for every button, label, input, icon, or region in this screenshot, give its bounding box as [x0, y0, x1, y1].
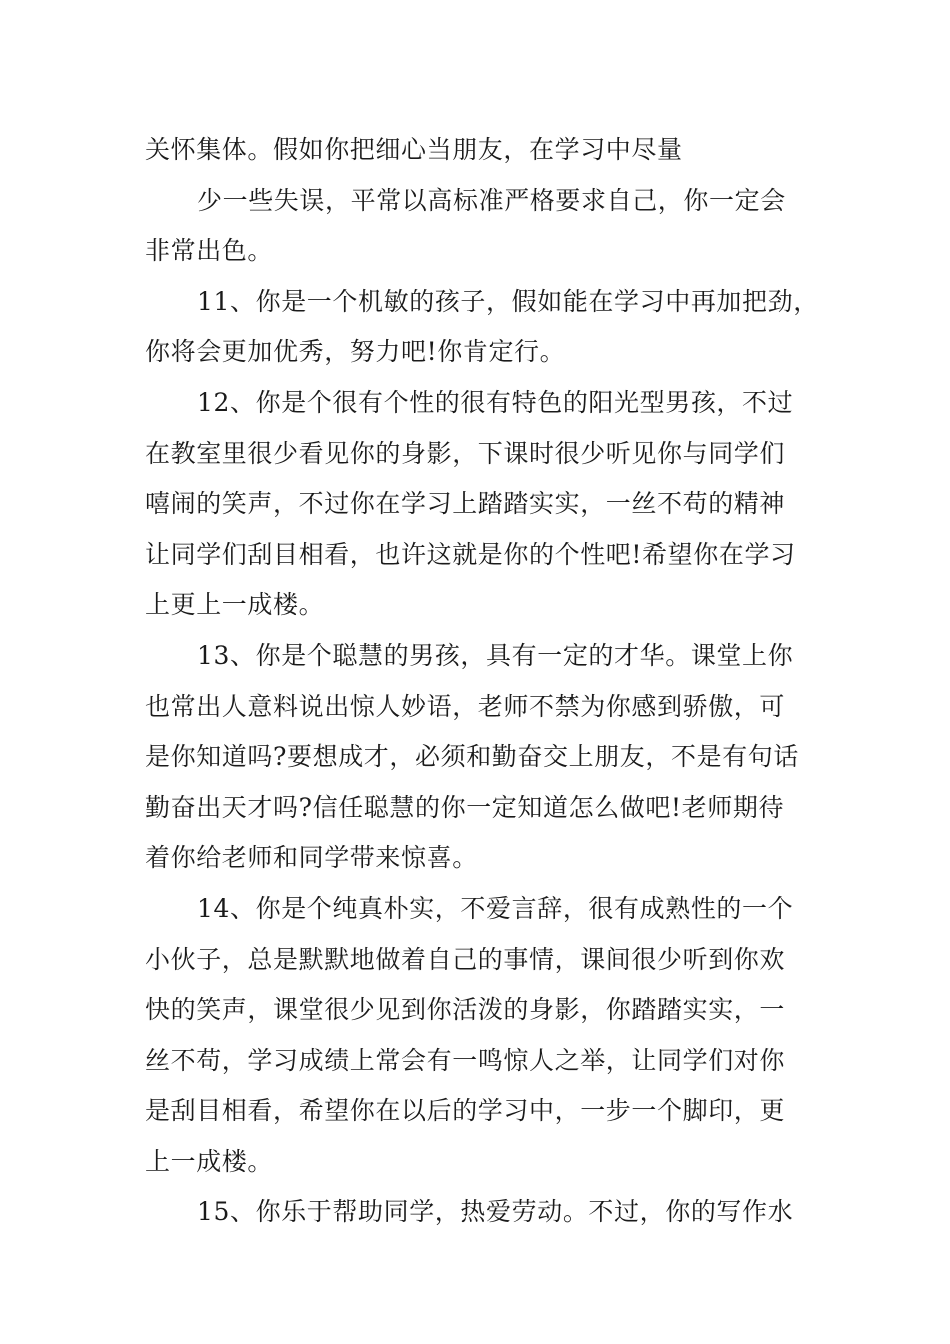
text-line: 丝不苟，学习成绩上常会有一鸣惊人之举，让同学们对你 — [145, 1045, 786, 1075]
text-line: 11、你是一个机敏的孩子，假如能在学习中再加把劲， — [197, 286, 819, 316]
text-line: 也常出人意料说出惊人妙语，老师不禁为你感到骄傲，可 — [145, 691, 786, 721]
text-line: 快的笑声，课堂很少见到你活泼的身影，你踏踏实实，一 — [145, 995, 786, 1025]
text-line: 着你给老师和同学带来惊喜。 — [145, 843, 478, 873]
text-line: 让同学们刮目相看，也许这就是你的个性吧!希望你在学习 — [145, 539, 796, 569]
document-body-text — [145, 125, 819, 1238]
text-line: 12、你是个很有个性的很有特色的阳光型男孩，不过 — [197, 387, 794, 417]
text-line: 14、你是个纯真朴实，不爱言辞，很有成熟性的一个 — [197, 893, 794, 923]
text-line: 你将会更加优秀，努力吧!你肯定行。 — [145, 337, 566, 367]
text-line: 关怀集体。假如你把细心当朋友，在学习中尽量 — [145, 135, 683, 164]
text-line: 15、你乐于帮助同学，热爱劳动。不过，你的写作水 — [197, 1197, 794, 1227]
text-line: 是你知道吗?要想成才，必须和勤奋交上朋友，不是有句话 — [145, 742, 800, 772]
text-line: 在教室里很少看见你的身影，下课时很少听见你与同学们 — [145, 438, 786, 468]
text-line: 少一些失误，平常以高标准严格要求自己，你一定会 — [197, 185, 786, 215]
text-line: 小伙子，总是默默地做着自己的事情，课间很少听到你欢 — [145, 944, 786, 974]
text-line: 13、你是个聪慧的男孩，具有一定的才华。课堂上你 — [197, 640, 794, 670]
text-line: 上一成楼。 — [145, 1146, 274, 1176]
text-line: 是刮目相看，希望你在以后的学习中，一步一个脚印，更 — [145, 1096, 786, 1126]
text-line: 勤奋出天才吗?信任聪慧的你一定知道怎么做吧!老师期待 — [145, 792, 785, 822]
text-line: 非常出色。 — [145, 236, 274, 266]
text-line: 上更上一成楼。 — [145, 590, 325, 620]
text-line: 嘻闹的笑声，不过你在学习上踏踏实实，一丝不苟的精神 — [145, 489, 786, 519]
